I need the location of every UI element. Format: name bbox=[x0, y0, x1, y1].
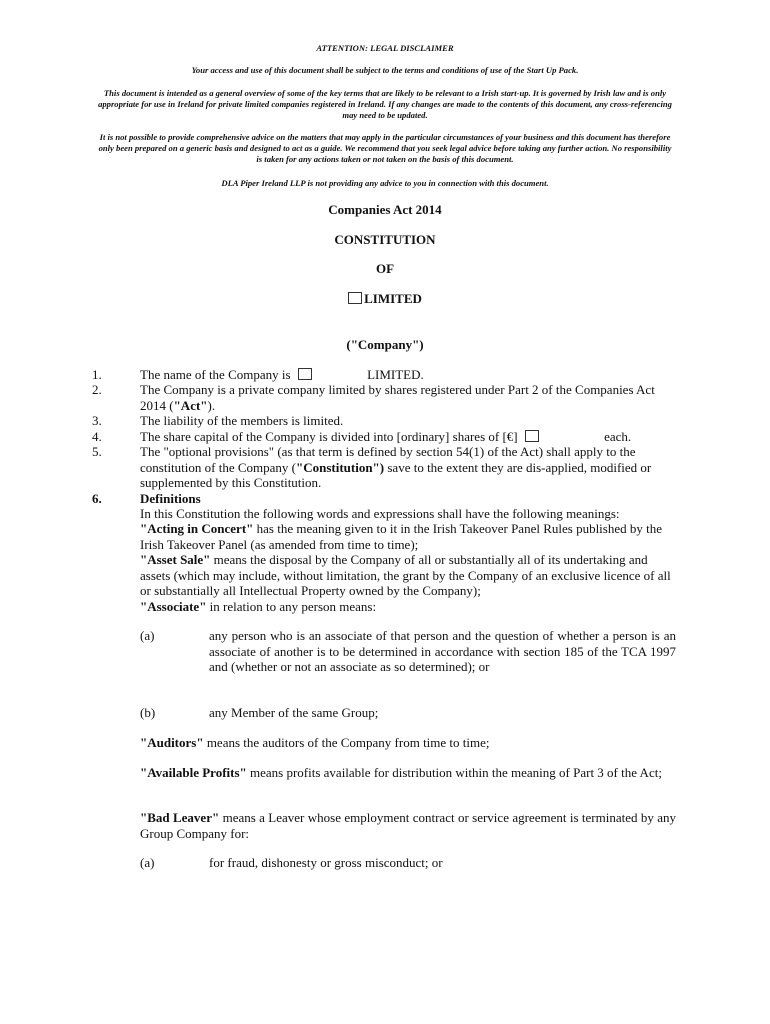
def-bad-leaver bbox=[140, 810, 676, 841]
def-text: means profits available for distribution within the meaning of Part 3 of the Act; bbox=[246, 765, 662, 780]
def-term: "Asset Sale" bbox=[140, 552, 211, 567]
def-text: in relation to any person means: bbox=[206, 599, 377, 614]
clause-number: 1. bbox=[92, 367, 102, 382]
placeholder-box bbox=[525, 430, 539, 442]
clause-2-text: The Company is a private company limited by shares registered under Part 2 of the Companies Act 2014 ( bbox=[140, 382, 655, 413]
def-term: "Bad Leaver" bbox=[140, 810, 220, 825]
clause-5-text: The "optional provisions" (as that term is defined by section 54(1) of the Act) shall apply to the constitution of the Company ( bbox=[140, 444, 636, 475]
associate-b-text: any Member of the same Group; bbox=[209, 705, 379, 720]
disclaimer-terms: Your access and use of this document shall be subject to the terms and conditions of use of the Start Up Pack. bbox=[191, 65, 579, 75]
heading-company: ("Company") bbox=[346, 337, 424, 352]
clause-number: 2. bbox=[92, 382, 102, 397]
clause-1-suffix: LIMITED. bbox=[367, 367, 424, 382]
def-text: means the disposal by the Company of all or substantially all of its undertaking and assets (which may include, without limitation, the grant by the Company of an exclusive licence of all or substantially all Intellectual Property owned by the Company); bbox=[140, 552, 671, 599]
def-acting-in-concert bbox=[140, 521, 676, 552]
clause-4 bbox=[140, 429, 676, 445]
subclause-label: (a) bbox=[140, 628, 155, 643]
subclause-label: (b) bbox=[140, 705, 156, 720]
clause-number: 3. bbox=[92, 413, 102, 428]
clause-5-term: "Constitution") bbox=[295, 459, 385, 475]
def-text: means the auditors of the Company from time to time; bbox=[203, 735, 490, 750]
def-available-profits bbox=[140, 765, 676, 781]
definitions-title: Definitions bbox=[140, 491, 201, 506]
clause-2-term: "Act" bbox=[173, 397, 208, 413]
def-term: "Available Profits" bbox=[140, 765, 247, 780]
definitions-intro: In this Constitution the following words and expressions shall have the following meanings: bbox=[140, 506, 620, 521]
disclaimer-dla: DLA Piper Ireland LLP is not providing any advice to you in connection with this document. bbox=[221, 178, 549, 188]
clause-number: 4. bbox=[92, 429, 102, 444]
disclaimer-overview: This document is intended as a general overview of some of the key terms that are likely to be relevant to a Irish start-up. It is governed by Irish law and is only appropriate for use in Ireland for private limited companies registered in Ireland. If any changes are made to the contents of this document, any cross-referencing may need to be updated. bbox=[98, 88, 672, 120]
def-term: "Auditors" bbox=[140, 735, 204, 750]
associate-a-text: any person who is an associate of that person and the question of whether a person is an associate of another is to be determined in accordance with section 185 of the TCA 1997 and (whether or not an associate as so determined); or bbox=[209, 628, 676, 675]
def-text: has the meaning given to it in the Irish Takeover Panel Rules published by the Irish Takeover Panel (as amended from time to time); bbox=[140, 521, 663, 552]
placeholder-box bbox=[348, 292, 362, 304]
clause-1-text: The name of the Company is bbox=[140, 367, 291, 382]
def-term: "Acting in Concert" bbox=[140, 521, 254, 536]
clause-3: The liability of the members is limited. bbox=[140, 413, 344, 428]
heading-limited bbox=[0, 291, 770, 307]
clause-5-end: save to the extent they are dis-applied, modified or supplemented by this Constitution. bbox=[140, 459, 652, 491]
def-auditors bbox=[140, 735, 676, 751]
heading-of: OF bbox=[375, 261, 395, 276]
def-term: "Associate" bbox=[140, 599, 207, 614]
def-text: means a Leaver whose employment contract or service agreement is terminated by any Group Company for: bbox=[140, 810, 676, 841]
clause-2 bbox=[140, 382, 676, 413]
heading-limited-text: LIMITED bbox=[364, 291, 422, 306]
clause-number: 5. bbox=[92, 444, 102, 459]
clause-number: 6. bbox=[92, 491, 102, 506]
clause-2-end: ). bbox=[207, 397, 216, 413]
placeholder-box bbox=[298, 368, 312, 380]
heading-constitution: CONSTITUTION bbox=[334, 232, 436, 247]
clause-4-suffix: each. bbox=[604, 429, 632, 444]
def-asset-sale bbox=[140, 552, 676, 599]
heading-act: Companies Act 2014 bbox=[328, 202, 442, 217]
clause-5 bbox=[140, 444, 676, 491]
clause-4-text: The share capital of the Company is divided into [ordinary] shares of [€] bbox=[140, 429, 518, 444]
def-associate bbox=[140, 599, 676, 615]
subclause-label: (a) bbox=[140, 855, 155, 870]
clause-1 bbox=[140, 367, 676, 383]
disclaimer-title: ATTENTION: LEGAL DISCLAIMER bbox=[316, 43, 454, 53]
bad-leaver-a-text: for fraud, dishonesty or gross misconduct; or bbox=[209, 855, 443, 870]
disclaimer-advice: It is not possible to provide comprehensive advice on the matters that may apply in the particular circumstances of your business and this document has therefore only been prepared on a generic basis and designed to act as a guide. We recommend that you seek legal advice before taking any further action. No responsibility is taken for any actions taken or not taken on the basis of this document. bbox=[98, 132, 672, 164]
